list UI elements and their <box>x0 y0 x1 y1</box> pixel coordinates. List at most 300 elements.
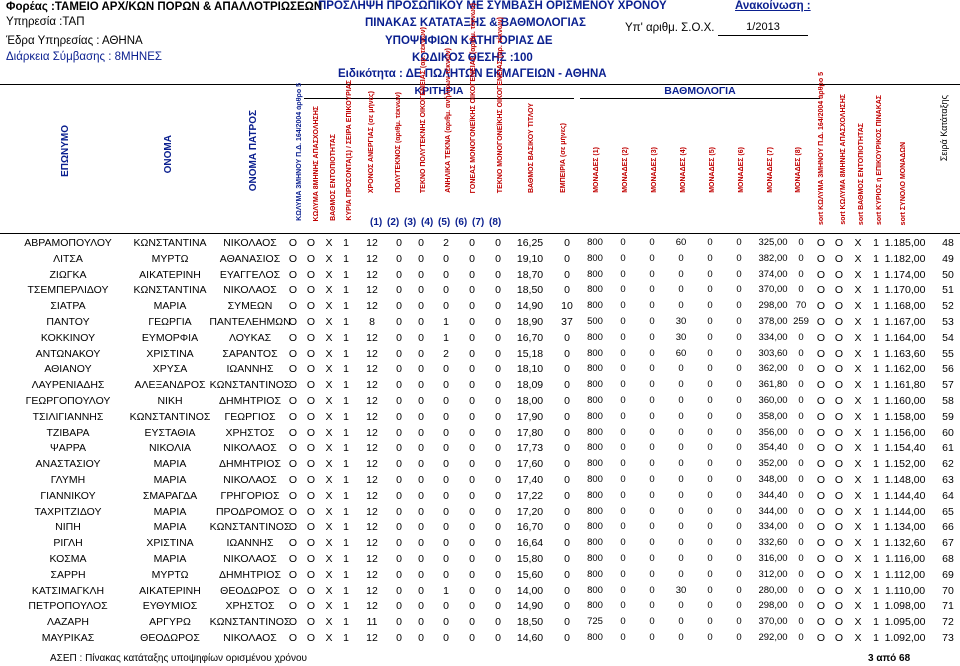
table-cell: 0 <box>495 410 501 423</box>
table-cell: 0 <box>649 379 655 391</box>
table-cell: 0 <box>418 316 424 328</box>
col-c2: ΠΟΛΥΤΕΚΝΟΣ (αριθμ. τέκνων) <box>395 92 402 193</box>
table-cell: 0 <box>443 268 449 281</box>
col-locality: ΒΑΘΜΟΣ ΕΝΤΟΠΙΟΤΗΤΑΣ <box>330 134 337 221</box>
table-cell: 0 <box>418 395 424 407</box>
table-cell: 0 <box>495 316 501 328</box>
table-cell: Ο <box>834 616 844 629</box>
table-cell: Ο <box>816 347 826 360</box>
table-cell: 316,00 <box>758 553 788 564</box>
table-cell: 0 <box>418 442 424 455</box>
table-cell: ΓΛΥΜΗ <box>50 474 86 486</box>
table-cell: Ο <box>288 616 298 629</box>
table-cell: Ο <box>306 252 316 265</box>
table-cell: Ο <box>816 600 826 613</box>
table-cell: 53 <box>942 316 954 328</box>
table-cell: Χ <box>854 252 862 265</box>
table-cell: 0 <box>418 505 424 518</box>
table-cell: 303,60 <box>758 347 788 359</box>
table-cell: ΙΩΑΝΝΗΣ <box>226 363 274 376</box>
table-cell: 0 <box>495 584 501 597</box>
table-cell: ΝΙΚΟΛΙΑ <box>148 442 192 455</box>
table-cell: 298,00 <box>758 600 788 612</box>
table-cell: 0 <box>798 410 804 422</box>
table-cell: 0 <box>707 316 713 327</box>
table-cell: 0 <box>564 252 570 265</box>
table-cell: Χ <box>854 632 862 644</box>
table-row <box>0 441 960 457</box>
table-cell: 1 <box>343 474 349 486</box>
table-cell: 378,00 <box>758 316 788 327</box>
table-cell: 1 <box>873 474 879 486</box>
title-line-2: ΠΙΝΑΚΑΣ ΚΑΤΑΤΑΞΗΣ & ΒΑΘΜΟΛΟΓΙΑΣ <box>365 17 586 29</box>
table-cell: Ο <box>834 316 844 328</box>
table-cell: 0 <box>649 442 655 454</box>
table-cell: 0 <box>736 347 742 359</box>
table-cell: ΤΖΙΒΑΡΑ <box>46 426 90 439</box>
table-cell: Χ <box>325 284 333 297</box>
table-cell: 0 <box>707 252 713 264</box>
table-cell: ΝΙΚΟΛΑΟΣ <box>223 237 277 249</box>
col-sort-locality: sort ΒΑΘΜΟΣ ΕΝΤΟΠΙΟΤΗΤΑΣ <box>858 122 865 225</box>
table-cell: ΚΑΤΣΙΜΑΓΚΛΗ <box>31 584 105 597</box>
table-cell: 1 <box>443 331 449 344</box>
table-cell: 0 <box>620 616 626 628</box>
table-cell: 0 <box>620 537 626 549</box>
table-cell: 30 <box>675 584 687 596</box>
table-cell: 0 <box>443 395 449 407</box>
table-cell: ΓΕΩΡΓΙΟΣ <box>224 410 276 423</box>
table-cell: 12 <box>366 568 378 581</box>
duration-label: Διάρκεια Σύμβασης : 8ΜΗΝΕΣ <box>6 51 162 63</box>
table-cell: ΝΙΚΟΛΑΟΣ <box>223 553 277 565</box>
table-cell: 0 <box>678 600 684 612</box>
table-cell: 0 <box>736 553 742 564</box>
table-cell: 0 <box>649 505 655 517</box>
table-cell: 1 <box>343 426 349 439</box>
table-cell: 361,80 <box>758 379 788 391</box>
table-cell: 0 <box>707 568 713 580</box>
table-cell: ΑΙΚΑΤΕΡΙΝΗ <box>139 584 201 597</box>
table-cell: ΓΕΩΡΓΟΠΟΥΛΟΥ <box>25 395 111 407</box>
table-cell: ΛΑΖΑΡΗ <box>46 616 90 629</box>
table-row <box>0 473 960 489</box>
table-cell: 800 <box>587 300 603 312</box>
seat-label: Έδρα Υπηρεσίας : ΑΘΗΝΑ <box>6 35 143 47</box>
table-cell: Ο <box>288 237 298 249</box>
table-cell: Ο <box>834 252 844 265</box>
table-cell: 0 <box>418 331 424 344</box>
col-sort-8m: sort ΚΩΛΥΜΑ 8ΜΗΝΗΣ ΑΠΑΣΧΟΛΗΣΗΣ <box>840 94 847 225</box>
table-cell: 0 <box>678 268 684 280</box>
table-cell: 312,00 <box>758 568 788 580</box>
table-cell: ΓΙΑΝΝΙΚΟΥ <box>40 489 96 502</box>
table-cell: 0 <box>798 237 804 248</box>
col-c6: ΤΕΚΝΟ ΜΟΝΟΓΟΝΕΪΚΗΣ ΟΙΚΟΓΕΝΕΙΑΣ (αρ. τέκνων) <box>497 16 504 193</box>
table-cell: 0 <box>564 600 570 613</box>
table-cell: 0 <box>495 553 501 565</box>
table-cell: 382,00 <box>758 252 788 264</box>
table-cell: Ο <box>306 632 316 644</box>
table-cell: 800 <box>587 268 603 280</box>
col-m7: ΜΟΝΑΔΕΣ (7) <box>767 147 774 193</box>
table-cell: 0 <box>469 395 475 407</box>
table-cell: 1 <box>873 553 879 565</box>
table-cell: 0 <box>620 632 626 643</box>
table-cell: 0 <box>469 316 475 328</box>
table-cell: 0 <box>418 568 424 581</box>
table-cell: 0 <box>469 474 475 486</box>
table-cell: ΑΡΓΥΡΩ <box>149 616 191 629</box>
table-cell: 0 <box>495 252 501 265</box>
table-cell: Ο <box>306 458 316 471</box>
table-cell: Χ <box>854 505 862 518</box>
table-cell: ΨΑΡΡΑ <box>49 442 87 455</box>
table-cell: 61 <box>942 442 954 455</box>
table-cell: 0 <box>620 489 626 501</box>
scores-heading: ΒΑΘΜΟΛΟΓΙΑ <box>580 85 820 99</box>
table-cell: 0 <box>649 252 655 264</box>
table-cell: 1 <box>873 521 879 534</box>
table-cell: 60 <box>675 347 687 359</box>
table-cell: 0 <box>418 632 424 644</box>
table-cell: 1.112,00 <box>884 568 926 581</box>
table-cell: 0 <box>798 489 804 501</box>
table-cell: 0 <box>707 489 713 501</box>
table-row <box>0 505 960 521</box>
table-cell: 1 <box>343 584 349 597</box>
table-cell: 62 <box>942 458 954 471</box>
table-cell: 1 <box>873 537 879 550</box>
table-cell: 0 <box>798 331 804 343</box>
table-cell: 1 <box>873 284 879 297</box>
table-cell: 1 <box>873 616 879 629</box>
table-cell: 1 <box>343 379 349 392</box>
table-cell: 0 <box>396 331 402 344</box>
table-cell: 12 <box>366 300 378 313</box>
table-cell: 0 <box>707 505 713 517</box>
table-cell: Ο <box>816 237 826 249</box>
table-cell: 56 <box>942 363 954 376</box>
table-cell: 0 <box>443 426 449 439</box>
table-cell: Χ <box>854 379 862 392</box>
table-cell: 1.170,00 <box>884 284 926 297</box>
table-cell: 1.163,60 <box>884 347 926 360</box>
table-cell: 800 <box>587 521 603 533</box>
table-cell: 70 <box>942 584 954 597</box>
table-cell: 0 <box>798 505 804 517</box>
table-cell: 1 <box>343 331 349 344</box>
table-cell: 0 <box>736 284 742 296</box>
table-cell: Ο <box>834 568 844 581</box>
table-cell: 800 <box>587 363 603 375</box>
table-cell: 0 <box>678 300 684 312</box>
table-cell: 12 <box>366 395 378 407</box>
table-cell: 0 <box>736 600 742 612</box>
table-cell: ΚΟΣΜΑ <box>49 553 87 565</box>
table-cell: 0 <box>620 426 626 438</box>
table-cell: 0 <box>649 521 655 533</box>
table-row <box>0 268 960 284</box>
table-cell: 0 <box>564 458 570 471</box>
table-cell: 0 <box>707 537 713 549</box>
table-cell: Ο <box>288 442 298 455</box>
table-cell: 0 <box>736 521 742 533</box>
table-cell: 1 <box>873 237 879 249</box>
table-cell: 0 <box>564 474 570 486</box>
table-cell: ΑΛΕΞΑΝΔΡΟΣ <box>134 379 206 392</box>
table-cell: 0 <box>443 379 449 392</box>
table-cell: 725 <box>587 616 603 628</box>
table-cell: 1.162,00 <box>884 363 926 376</box>
table-cell: Ο <box>306 237 316 249</box>
table-cell: 1 <box>343 521 349 534</box>
table-cell: 0 <box>678 616 684 628</box>
table-cell: Ο <box>306 600 316 613</box>
table-cell: 0 <box>649 537 655 549</box>
table-cell: ΣΜΑΡΑΓΔΑ <box>142 489 198 502</box>
table-cell: 12 <box>366 489 378 502</box>
table-cell: ΛΑΥΡΕΝΙΑΔΗΣ <box>31 379 105 392</box>
col-m6: ΜΟΝΑΔΕΣ (6) <box>738 147 745 193</box>
table-cell: 354,40 <box>758 442 788 454</box>
table-cell: ΚΩΝΣΤΑΝΤΙΝΟΣ <box>209 521 291 534</box>
table-cell: 344,00 <box>758 505 788 517</box>
table-cell: Ο <box>834 347 844 360</box>
table-cell: 18,50 <box>516 616 544 629</box>
table-cell: 1.154,40 <box>884 442 926 455</box>
table-cell: 0 <box>418 600 424 613</box>
table-row <box>0 410 960 426</box>
table-cell: 0 <box>443 442 449 455</box>
table-cell: ΧΡΗΣΤΟΣ <box>225 600 275 613</box>
table-cell: 0 <box>707 442 713 454</box>
table-cell: 0 <box>564 347 570 360</box>
table-cell: 0 <box>418 616 424 629</box>
table-cell: 0 <box>620 363 626 375</box>
table-cell: 0 <box>564 489 570 502</box>
table-cell: 1.116,00 <box>884 553 926 565</box>
table-cell: 57 <box>942 379 954 392</box>
col-sort-table: sort ΚΥΡΙΟΣ ή ΕΠΙΚΟΥΡΙΚΟΣ ΠΙΝΑΚΑΣ <box>876 95 883 225</box>
table-cell: 1 <box>873 458 879 471</box>
table-cell: Ο <box>288 363 298 376</box>
table-cell: 259 <box>793 316 809 327</box>
table-cell: ΑΙΚΑΤΕΡΙΝΗ <box>139 268 201 281</box>
table-cell: 1.098,00 <box>884 600 926 613</box>
table-cell: Χ <box>325 347 333 360</box>
table-cell: 0 <box>678 458 684 470</box>
table-cell: 1.182,00 <box>884 252 926 265</box>
table-cell: 1 <box>343 410 349 423</box>
table-cell: Ο <box>834 505 844 518</box>
table-cell: 1.158,00 <box>884 410 926 423</box>
table-cell: 800 <box>587 379 603 391</box>
table-cell: 0 <box>678 568 684 580</box>
table-cell: 0 <box>649 237 655 248</box>
table-cell: 0 <box>564 268 570 281</box>
table-cell: Ο <box>306 410 316 423</box>
table-cell: 1 <box>873 316 879 328</box>
table-cell: 0 <box>798 568 804 580</box>
table-cell: 12 <box>366 268 378 281</box>
col-m1: ΜΟΝΑΔΕΣ (1) <box>593 147 600 193</box>
table-cell: Ο <box>306 553 316 565</box>
table-cell: 0 <box>564 537 570 550</box>
table-cell: 0 <box>620 379 626 391</box>
table-cell: ΑΝΑΣΤΑΣΙΟΥ <box>35 458 101 471</box>
table-cell: 17,80 <box>516 426 544 439</box>
table-cell: 30 <box>675 316 687 327</box>
table-cell: 0 <box>495 521 501 534</box>
table-cell: 0 <box>620 300 626 312</box>
table-cell: Χ <box>854 284 862 297</box>
table-cell: 1 <box>343 553 349 565</box>
table-cell: Ο <box>834 474 844 486</box>
table-cell: Ο <box>306 284 316 297</box>
table-cell: 0 <box>620 600 626 612</box>
table-cell: 0 <box>418 237 424 249</box>
table-cell: ΓΡΗΓΟΡΙΟΣ <box>220 489 280 502</box>
table-cell: 0 <box>649 363 655 375</box>
table-cell: 73 <box>942 632 954 644</box>
table-cell: Χ <box>854 584 862 597</box>
table-cell: 292,00 <box>758 632 788 643</box>
table-cell: 0 <box>418 584 424 597</box>
table-cell: Χ <box>325 489 333 502</box>
table-cell: 0 <box>736 568 742 580</box>
table-cell: 70 <box>795 300 807 312</box>
table-cell: Ο <box>306 426 316 439</box>
table-cell: 1.152,00 <box>884 458 926 471</box>
table-cell: 1.144,00 <box>884 505 926 518</box>
table-cell: ΜΑΡΙΑ <box>153 458 187 471</box>
table-cell: Ο <box>306 442 316 455</box>
table-cell: 12 <box>366 458 378 471</box>
table-cell: 0 <box>736 442 742 454</box>
table-cell: 12 <box>366 410 378 423</box>
table-cell: Ο <box>288 426 298 439</box>
table-cell: 60 <box>942 426 954 439</box>
table-cell: Χ <box>325 537 333 550</box>
table-cell: Ο <box>306 300 316 313</box>
table-cell: ΜΑΥΡΙΚΑΣ <box>41 632 95 644</box>
table-cell: 1 <box>343 632 349 644</box>
table-cell: 0 <box>443 300 449 313</box>
table-cell: 0 <box>495 395 501 407</box>
table-cell: 0 <box>469 410 475 423</box>
table-cell: 0 <box>707 521 713 533</box>
table-cell: 0 <box>678 426 684 438</box>
table-cell: 0 <box>620 252 626 264</box>
table-cell: Ο <box>816 316 826 328</box>
table-cell: 0 <box>396 347 402 360</box>
table-cell: 17,22 <box>516 489 544 502</box>
table-cell: 0 <box>396 252 402 265</box>
table-cell: Ο <box>834 632 844 644</box>
table-cell: 0 <box>736 426 742 438</box>
table-cell: 0 <box>495 331 501 344</box>
table-cell: 15,80 <box>516 553 544 565</box>
table-cell: 0 <box>564 363 570 376</box>
table-cell: 0 <box>564 568 570 581</box>
table-cell: 0 <box>396 300 402 313</box>
table-cell: Χ <box>325 379 333 392</box>
table-cell: 0 <box>736 300 742 312</box>
table-cell: Ο <box>306 347 316 360</box>
table-cell: 1 <box>343 284 349 297</box>
table-cell: 0 <box>620 237 626 248</box>
table-cell: Ο <box>288 331 298 344</box>
table-cell: 0 <box>620 584 626 596</box>
table-cell: 12 <box>366 600 378 613</box>
table-cell: 0 <box>649 316 655 327</box>
table-row <box>0 283 960 299</box>
table-row <box>0 378 960 394</box>
service-label: Υπηρεσία :ΤΑΠ <box>6 16 85 28</box>
table-cell: 0 <box>469 584 475 597</box>
table-cell: 0 <box>495 537 501 550</box>
table-cell: 0 <box>396 458 402 471</box>
table-cell: 0 <box>418 363 424 376</box>
table-row <box>0 599 960 615</box>
table-cell: Ο <box>816 395 826 407</box>
table-cell: 0 <box>469 442 475 455</box>
table-cell: Χ <box>325 600 333 613</box>
table-cell: 1.167,00 <box>884 316 926 328</box>
table-cell: 0 <box>564 395 570 407</box>
table-cell: ΡΙΓΛΗ <box>53 537 83 550</box>
table-cell: ΝΙΚΟΛΑΟΣ <box>223 474 277 486</box>
table-cell: Ο <box>816 442 826 455</box>
table-cell: 0 <box>649 458 655 470</box>
table-cell: Χ <box>854 331 862 344</box>
table-cell: 0 <box>495 505 501 518</box>
table-cell: 54 <box>942 331 954 344</box>
table-cell: 12 <box>366 505 378 518</box>
table-cell: 0 <box>564 632 570 644</box>
table-cell: Ο <box>288 458 298 471</box>
table-cell: 356,00 <box>758 426 788 438</box>
table-cell: 0 <box>469 252 475 265</box>
table-cell: Ο <box>306 474 316 486</box>
table-cell: 0 <box>678 521 684 533</box>
table-cell: ΧΡΙΣΤΙΝΑ <box>146 347 194 360</box>
table-cell: Ο <box>834 268 844 281</box>
table-cell: 0 <box>469 331 475 344</box>
table-cell: Χ <box>325 521 333 534</box>
table-cell: 64 <box>942 489 954 502</box>
table-cell: Ο <box>306 521 316 534</box>
table-cell: ΤΣΙΛΙΓΙΑΝΝΗΣ <box>32 410 104 423</box>
table-cell: 0 <box>649 568 655 580</box>
table-cell: ΜΑΡΙΑ <box>153 553 187 565</box>
table-cell: 69 <box>942 568 954 581</box>
table-cell: Χ <box>854 316 862 328</box>
table-cell: 0 <box>469 632 475 644</box>
table-cell: 362,00 <box>758 363 788 375</box>
table-row <box>0 568 960 584</box>
table-cell: 12 <box>366 379 378 392</box>
table-cell: Ο <box>816 489 826 502</box>
table-cell: 0 <box>649 284 655 296</box>
table-cell: 0 <box>396 395 402 407</box>
table-cell: 0 <box>736 252 742 264</box>
table-cell: 0 <box>469 347 475 360</box>
table-cell: 0 <box>443 568 449 581</box>
col-bar-3m: ΚΩΛΥΜΑ 3ΜΗΝΟΥ Π.Δ. 164/2004 άρθρο 5 <box>296 83 303 221</box>
table-cell: Ο <box>288 521 298 534</box>
